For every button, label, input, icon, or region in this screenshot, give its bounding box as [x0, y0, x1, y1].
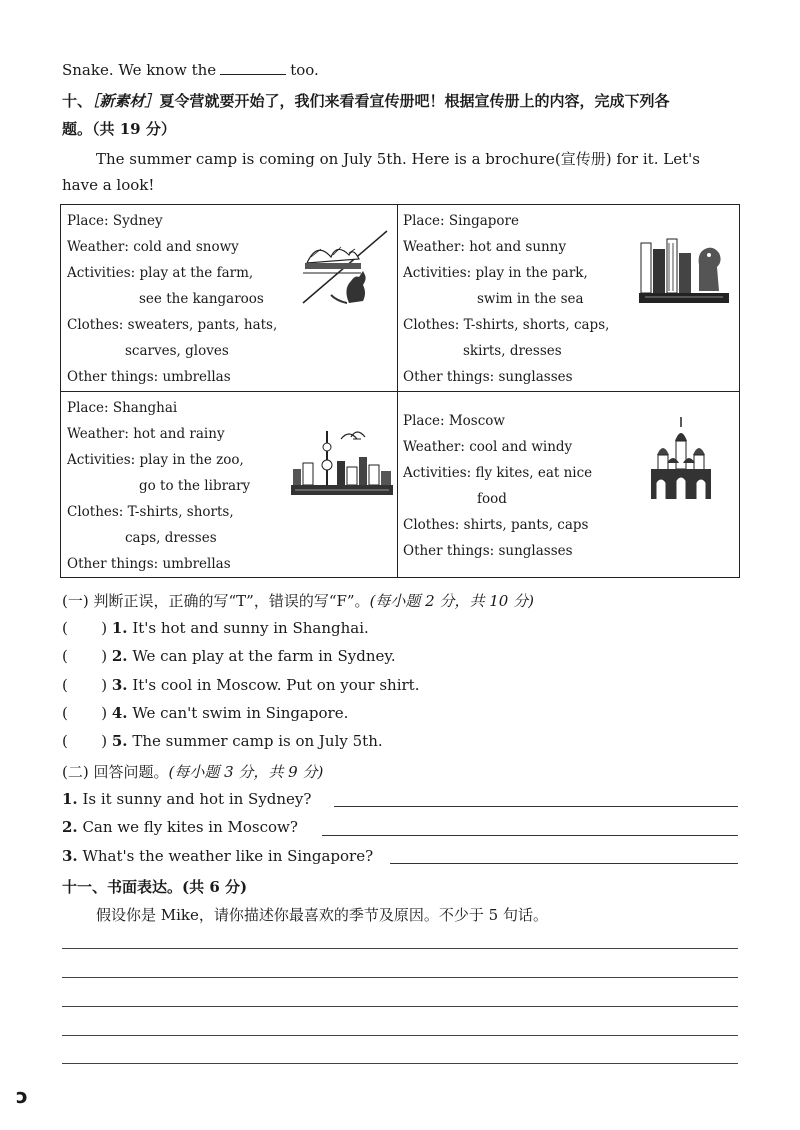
question-item [62, 818, 298, 836]
fill-blank[interactable] [220, 60, 286, 75]
answer-line[interactable] [322, 835, 738, 836]
singapore-clothes-cont: skirts, dresses [463, 343, 562, 359]
shanghai-activities-cont: go to the library [139, 478, 251, 494]
sydney-opera-kangaroo-icon [301, 229, 389, 305]
section10-instruction-2: 题。（共 19 分） [62, 120, 176, 138]
singapore-cell [403, 208, 609, 390]
answer-paren[interactable]: ( ) [62, 676, 108, 694]
moscow-cathedral-icon [649, 417, 713, 501]
singapore-activities-cont: swim in the sea [477, 291, 584, 307]
intro-line-1: The summer camp is coming on July 5th. Here is a brochure(宣传册) for it. Let's [96, 150, 700, 168]
section11-heading: 十一、书面表达。(共 6 分) [62, 878, 248, 896]
shanghai-activities: Activities: play in the zoo, [67, 452, 244, 468]
singapore-place: Place: Singapore [403, 213, 520, 229]
shanghai-cell [67, 395, 250, 577]
question-item [62, 847, 373, 865]
sydney-activities-cont: see the kangaroos [139, 291, 264, 307]
item-number: 1. [111, 619, 128, 637]
singapore-weather: Weather: hot and sunny [403, 239, 567, 255]
answer-line[interactable] [390, 863, 738, 864]
question-item [62, 790, 311, 808]
sydney-cell [67, 208, 277, 390]
item-text: We can play at the farm in Sydney. [132, 647, 396, 665]
moscow-weather: Weather: cool and windy [403, 439, 573, 455]
sydney-weather: Weather: cold and snowy [67, 239, 239, 255]
section10-number: 十、 [62, 92, 93, 110]
answer-line[interactable] [334, 806, 738, 807]
part2-heading-text: (二) 回答问题。 [62, 763, 169, 781]
intro-line-2: have a look! [62, 176, 155, 194]
sydney-other: Other things: umbrellas [67, 369, 231, 385]
shanghai-clothes-cont: caps, dresses [125, 530, 217, 546]
item-number: 4. [111, 704, 128, 722]
sydney-activities: Activities: play at the farm, [67, 265, 254, 281]
shanghai-skyline-icon [291, 425, 393, 499]
divider [61, 391, 739, 392]
snake-line [62, 60, 319, 79]
writing-line[interactable] [62, 977, 738, 978]
item-text: Can we fly kites in Moscow? [82, 818, 298, 836]
writing-line[interactable] [62, 1035, 738, 1036]
item-number: 3. [111, 676, 128, 694]
singapore-activities: Activities: play in the park, [403, 265, 588, 281]
writing-line[interactable] [62, 1063, 738, 1064]
moscow-activities: Activities: fly kites, eat nice [403, 465, 593, 481]
item-text: What's the weather like in Singapore? [82, 847, 374, 865]
answer-paren[interactable]: ( ) [62, 647, 108, 665]
writing-line[interactable] [62, 1006, 738, 1007]
sydney-clothes-cont: scarves, gloves [125, 343, 229, 359]
tf-item [62, 647, 396, 665]
snake-line-end: too. [290, 61, 319, 79]
shanghai-place: Place: Shanghai [67, 400, 178, 416]
moscow-place: Place: Moscow [403, 413, 505, 429]
section10-heading [62, 90, 670, 111]
item-number: 3. [62, 847, 78, 865]
singapore-clothes: Clothes: T-shirts, shorts, caps, [403, 317, 610, 333]
item-number: 2. [62, 818, 78, 836]
part1-score: (每小题 2 分，共 10 分) [369, 592, 534, 610]
item-text: It's hot and sunny in Shanghai. [132, 619, 369, 637]
section10-tag: ［新素材］ [92, 92, 160, 110]
moscow-cell [403, 408, 592, 564]
part2-score: (每小题 3 分，共 9 分) [168, 763, 324, 781]
part2-heading [62, 761, 323, 782]
tf-item [62, 732, 383, 750]
brochure-table [60, 204, 740, 578]
singapore-other: Other things: sunglasses [403, 369, 573, 385]
tf-item [62, 704, 348, 722]
tf-item [62, 676, 419, 694]
sydney-place: Place: Sydney [67, 213, 163, 229]
moscow-clothes: Clothes: shirts, pants, caps [403, 517, 589, 533]
item-number: 2. [111, 647, 128, 665]
shanghai-other: Other things: umbrellas [67, 556, 231, 572]
shanghai-weather: Weather: hot and rainy [67, 426, 225, 442]
moscow-activities-cont: food [477, 491, 507, 507]
singapore-skyline-merlion-icon [639, 235, 729, 303]
item-number: 5. [111, 732, 128, 750]
part1-heading-text: (一) 判断正误，正确的写“T”，错误的写“F”。 [62, 592, 370, 610]
item-text: It's cool in Moscow. Put on your shirt. [132, 676, 420, 694]
writing-line[interactable] [62, 948, 738, 949]
section11-prompt: 假设你是 Mike，请你描述你最喜欢的季节及原因。不少于 5 句话。 [96, 906, 548, 924]
sydney-clothes: Clothes: sweaters, pants, hats, [67, 317, 278, 333]
page-number: ɔ [16, 1084, 28, 1108]
part1-heading [62, 590, 534, 611]
item-number: 1. [62, 790, 78, 808]
item-text: The summer camp is on July 5th. [132, 732, 383, 750]
answer-paren[interactable]: ( ) [62, 619, 108, 637]
moscow-other: Other things: sunglasses [403, 543, 573, 559]
item-text: We can't swim in Singapore. [132, 704, 349, 722]
tf-item [62, 619, 369, 637]
answer-paren[interactable]: ( ) [62, 704, 108, 722]
section10-instruction-1: 夏令营就要开始了，我们来看看宣传册吧！根据宣传册上的内容，完成下列各 [159, 92, 670, 110]
shanghai-clothes: Clothes: T-shirts, shorts, [67, 504, 234, 520]
item-text: Is it sunny and hot in Sydney? [82, 790, 312, 808]
snake-line-start: Snake. We know the [62, 61, 217, 79]
answer-paren[interactable]: ( ) [62, 732, 108, 750]
